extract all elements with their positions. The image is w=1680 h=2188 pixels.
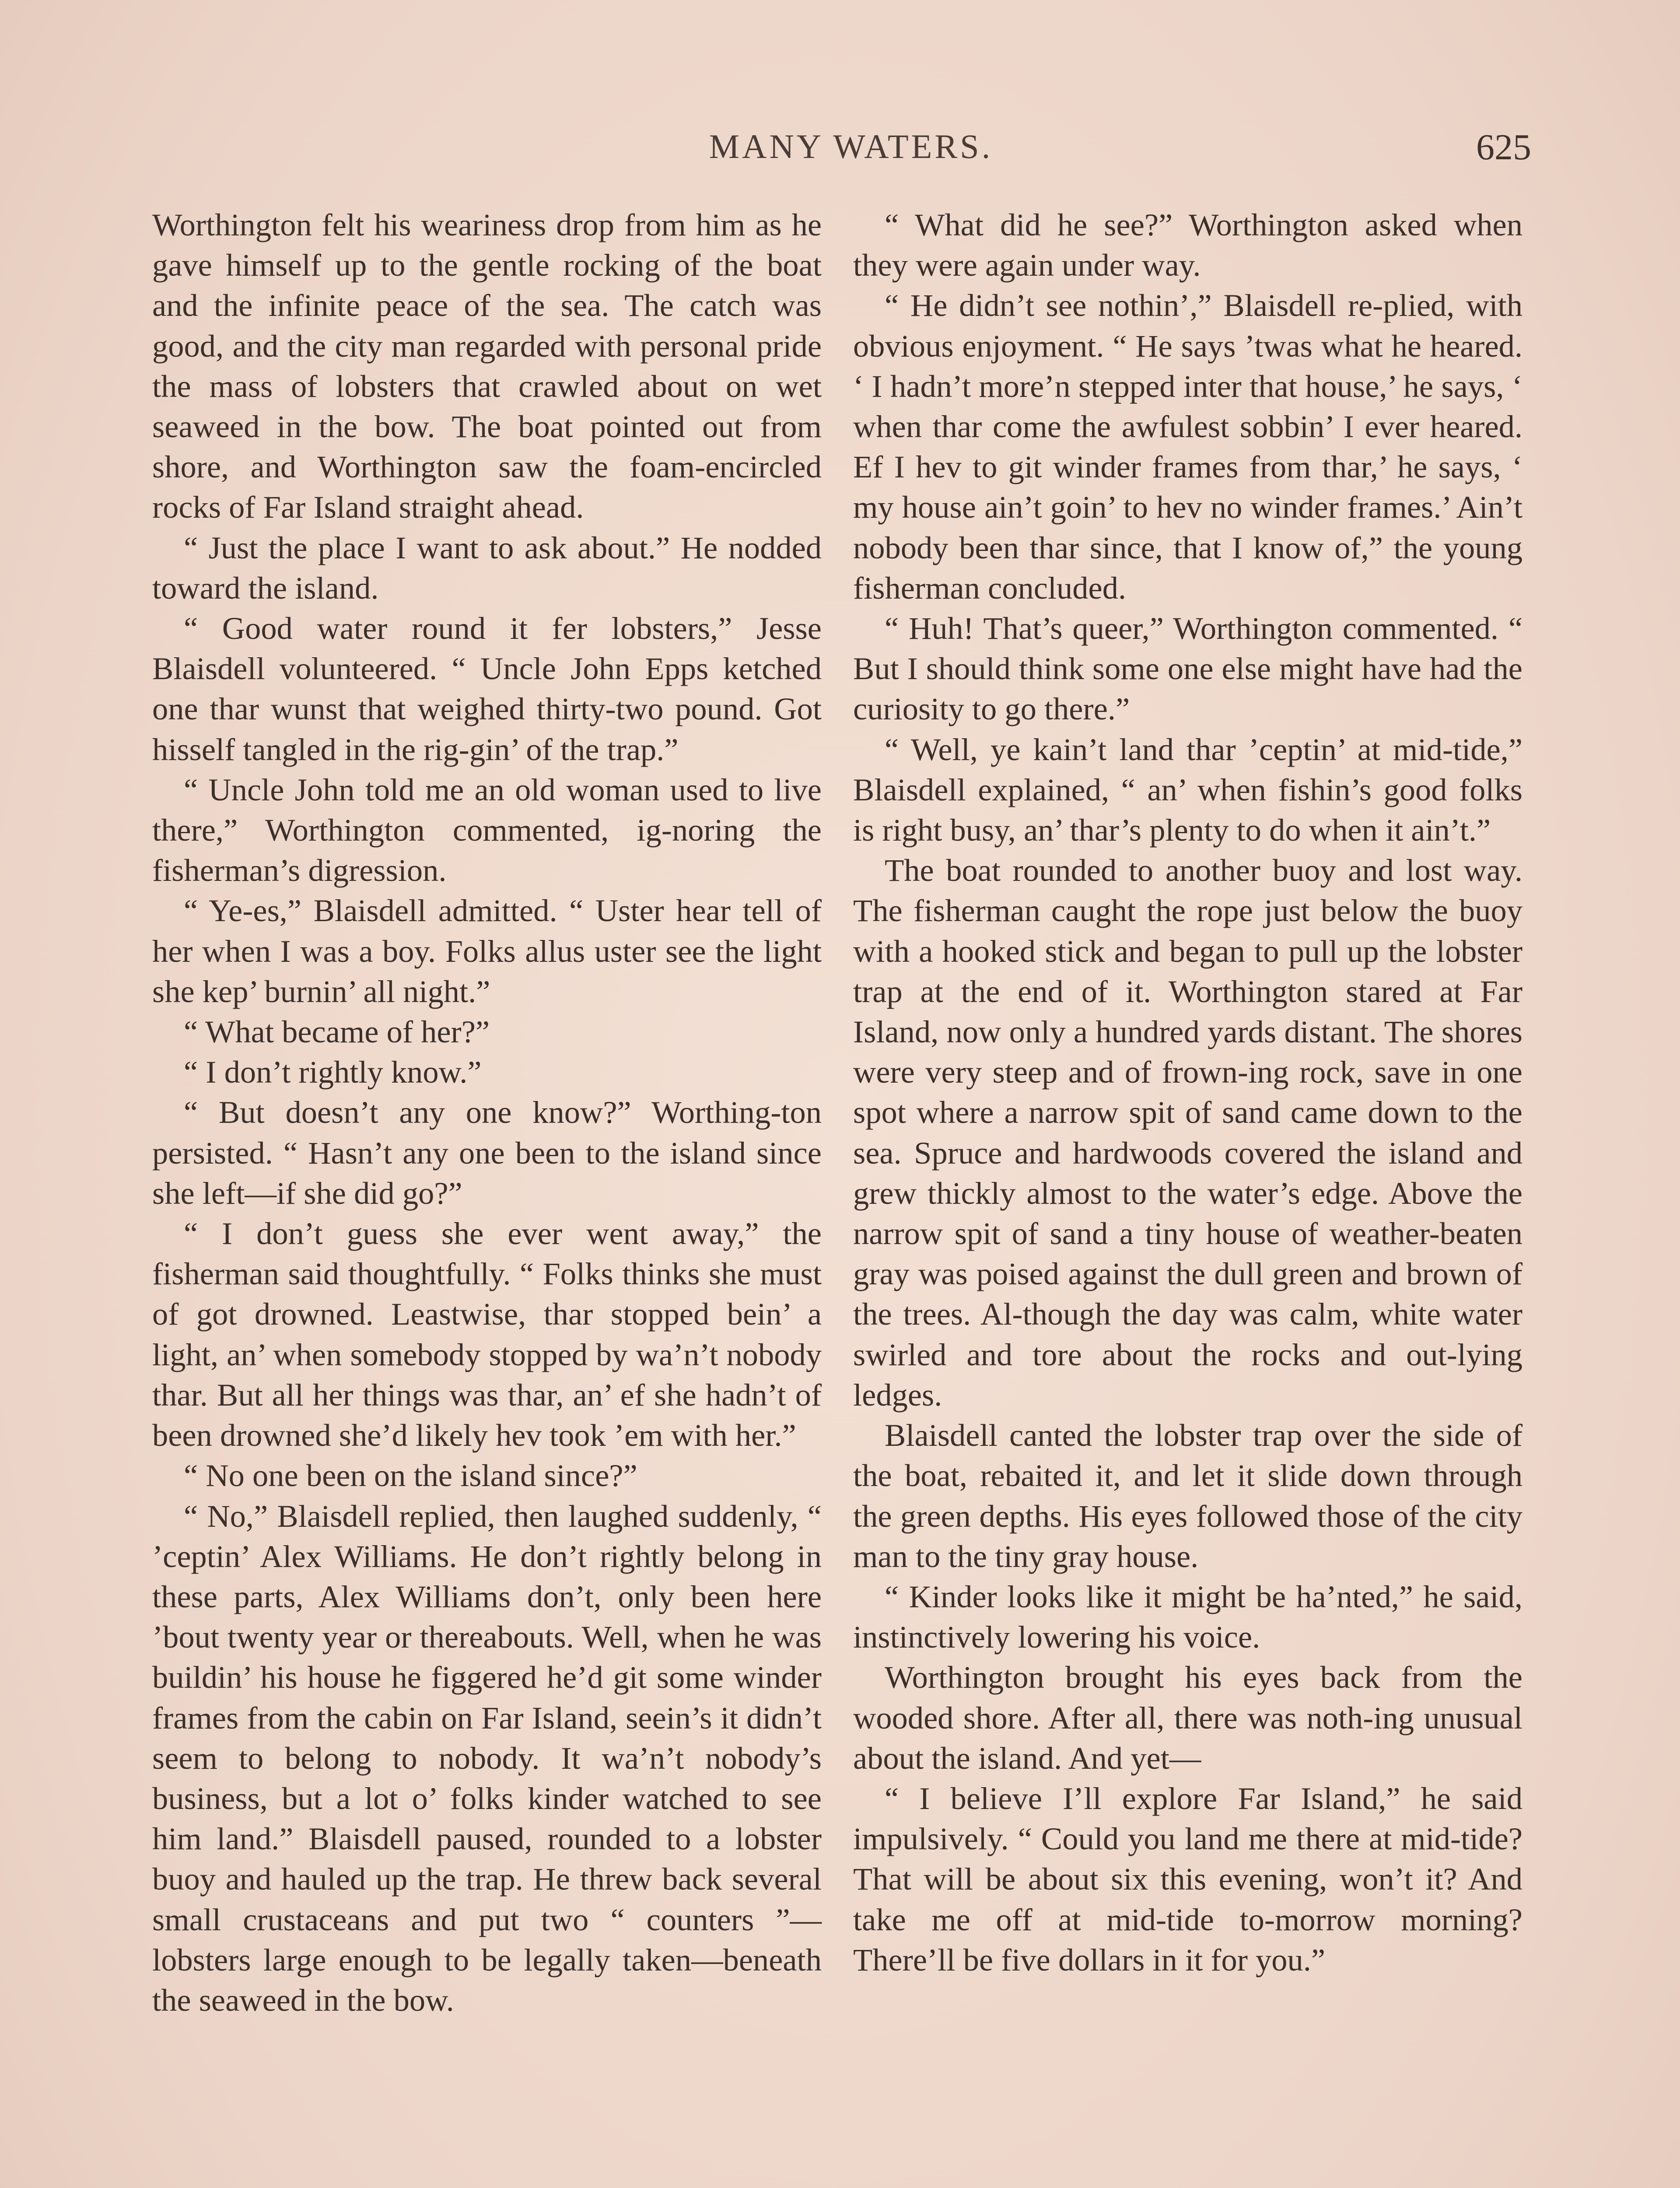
paragraph: “ But doesn’t any one know?” Worthing-ton persisted. “ Hasn’t any one been to the island since she left—if she did go?” [152,1094,822,1211]
page-number: 625 [1476,127,1531,168]
paragraph: “ I believe I’ll explore Far Island,” he said impulsively. “ Could you land me there at mid-tide? That will be about six this evening, won’t it? And take me off at mid-tide to-morrow morning? There’ll be five dollars in it for you.” [853,1780,1522,1978]
paragraph: “ Ye-es,” Blaisdell admitted. “ Uster hear tell of her when I was a boy. Folks allus uster see the light she kep’ burnin’ all night.” [152,893,822,1009]
paragraph: “ Good water round it fer lobsters,” Jesse Blaisdell volunteered. “ Uncle John Epps ketched one thar wunst that weighed thirty-two pound. Got hisself tangled in the rig-gin’ of the trap.” [152,610,822,767]
paragraph: “ No,” Blaisdell replied, then laughed suddenly, “ ’ceptin’ Alex Williams. He don’t rightly belong in these parts, Alex Williams don’t, only been here ’bout twenty year or thereabouts. Well, when he was buildin’ his house he figgered he’d git some winder frames from the cabin on Far Island, seein’s it didn’t seem to belong to nobody. It wa’n’t nobody’s business, but a lot o’ folks kinder watched to see him land.” Blaisdell paused, rounded to a lobster buoy and hauled up the trap. He threw back several small crustaceans and put two “ counters ”—lobsters large enough to be legally taken—beneath the seaweed in the bow. [152,1498,822,2018]
paragraph: “ No one been on the island since?” [184,1458,637,1494]
paragraph: Blaisdell canted the lobster trap over the side of the boat, rebaited it, and let it slide down through the green depths. His eyes followed those of the city man to the tiny gray house. [853,1417,1522,1574]
paragraph: Worthington brought his eyes back from the wooded shore. After all, there was noth-ing unusual about the island. And yet— [853,1659,1522,1776]
paragraph: “ What did he see?” Worthington asked when they were again under way. [853,207,1522,283]
paragraph: “ Huh! That’s queer,” Worthington commented. “ But I should think some one else might have had the curiosity to go there.” [853,610,1522,727]
paragraph: “ I don’t guess she ever went away,” the fisherman said thoughtfully. “ Folks thinks she must of got drowned. Leastwise, thar stopped bein’ a light, an’ when somebody stopped by wa’n’t nobody thar. But all her things was thar, an’ ef she hadn’t of been drowned she’d likely hev took ’em with her.” [152,1216,822,1453]
paragraph: The boat rounded to another buoy and lost way. The fisherman caught the rope just below the buoy with a hooked stick and began to pull up the lobster trap at the end of it. Worthington stared at Far Island, now only a hundred yards distant. The shores were very steep and of frown-ing rock, save in one spot where a narrow spit of sand came down to the sea. Spruce and hardwoods covered the island and grew thickly almost to the water’s edge. Above the narrow spit of sand a tiny house of weather-beaten gray was poised against the dull green and brown of the trees. Al-though the day was calm, white water swirled and tore about the rocks and out-lying ledges. [853,852,1522,1413]
paragraph: Worthington felt his weariness drop from him as he gave himself up to the gentle rocking of the boat and the infinite peace of the sea. The catch was good, and the city man regarded with personal pride the mass of lobsters that crawled about on wet seaweed in the bow. The boat pointed out from shore, and Worthington saw the foam-encircled rocks of Far Island straight ahead. [152,207,822,525]
right-column [853,205,1522,1980]
paragraph: “ Just the place I want to ask about.” He nodded toward the island. [152,529,822,606]
paragraph: “ Uncle John told me an old woman used to live there,” Worthington commented, ig-noring the fisherman’s digression. [152,771,822,888]
paragraph: “ Kinder looks like it might be ha’nted,” he said, instinctively lowering his voice. [853,1578,1522,1655]
paragraph: “ He didn’t see nothin’,” Blaisdell re-plied, with obvious enjoyment. “ He says ’twas what he heared. ‘ I hadn’t more’n stepped inter that house,’ he says, ‘ when thar come the awfulest sobbin’ I ever heared. Ef I hev to git winder frames from thar,’ he says, ‘ my house ain’t goin’ to hev no winder frames.’ Ain’t nobody been thar since, that I know of,” the young fisherman concluded. [853,288,1522,606]
paragraph: “ I don’t rightly know.” [184,1054,482,1090]
running-head: MANY WATERS. [709,127,993,165]
left-column [152,205,822,2020]
paragraph: “ Well, ye kain’t land thar ’ceptin’ at mid-tide,” Blaisdell explained, “ an’ when fishin’s good folks is right busy, an’ thar’s plenty to do when it ain’t.” [853,731,1522,848]
paragraph: “ What became of her?” [184,1014,490,1050]
